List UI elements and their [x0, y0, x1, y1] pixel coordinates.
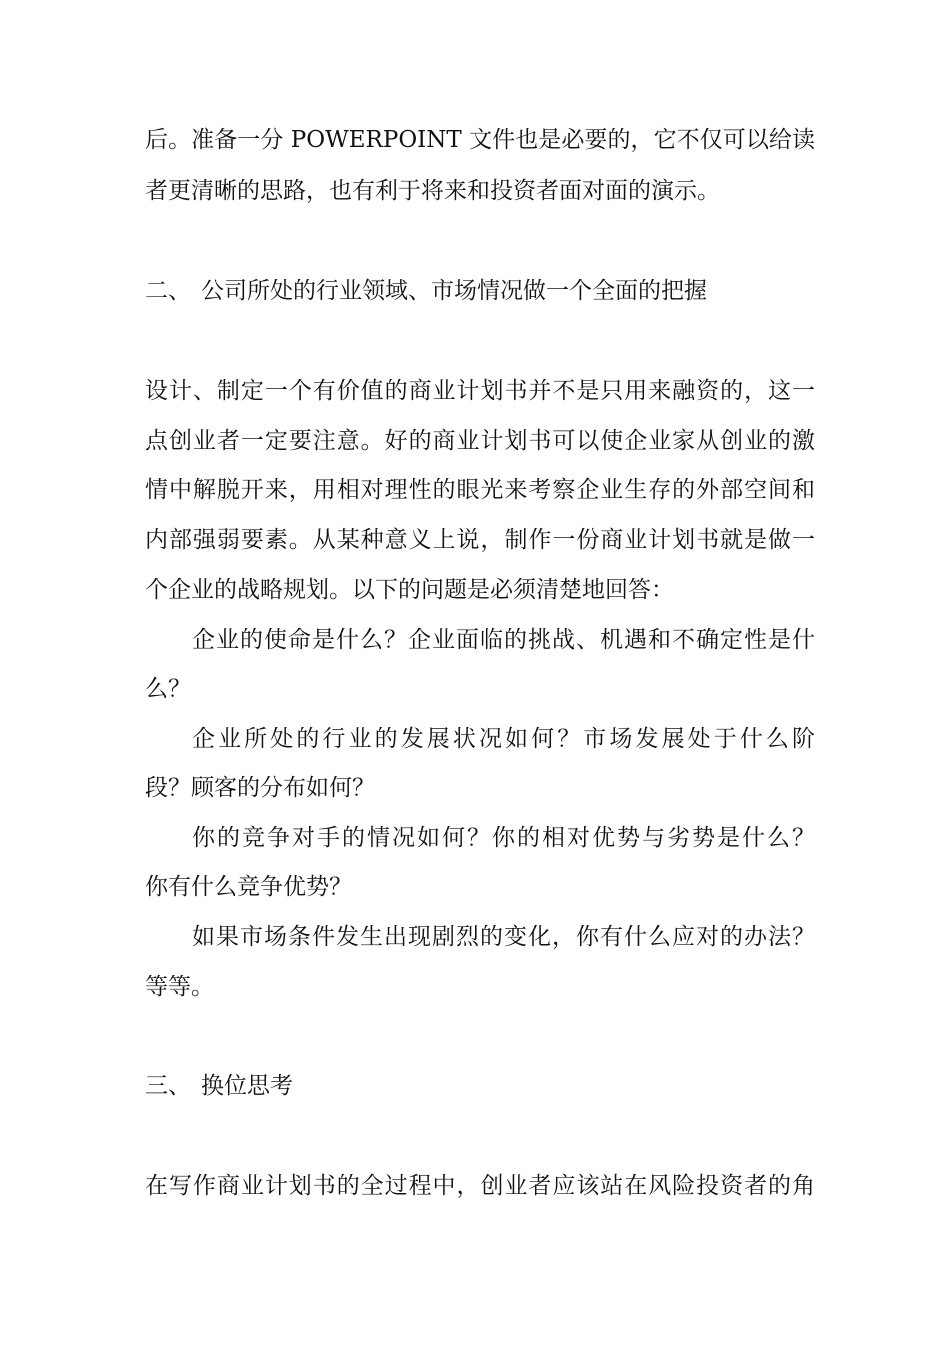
main-paragraph-line-5: 个企业的战略规划。以下的问题是必须清楚地回答： [145, 577, 674, 603]
intro-paragraph-line-1: 后。准备一分 POWERPOINT 文件也是必要的，它不仅可以给读 [145, 127, 815, 153]
section-2-heading [145, 272, 815, 310]
section-3-heading [145, 1067, 815, 1105]
main-paragraph-line-2: 点创业者一定要注意。好的商业计划书可以使企业家从创业的激 [145, 428, 815, 454]
main-paragraph-line-4: 内部强弱要素。从某种意义上说，制作一份商业计划书就是做一 [145, 527, 815, 553]
intro-paragraph-line-2: 者更清晰的思路，也有利于将来和投资者面对面的演示。 [145, 178, 720, 204]
section-3-number: 三、 [145, 1073, 191, 1099]
last-paragraph-line-1: 在写作商业计划书的全过程中，创业者应该站在风险投资者的角 [145, 1173, 815, 1199]
main-paragraph-line-1: 设计、制定一个有价值的商业计划书并不是只用来融资的，这一 [145, 378, 815, 404]
question-4-line-1: 如果市场条件发生出现剧烈的变化，你有什么应对的办法？ [192, 924, 815, 950]
question-3-line-2: 你有什么竞争优势？ [145, 874, 352, 900]
section-2-title: 公司所处的行业领域、市场情况做一个全面的把握 [201, 278, 707, 304]
main-paragraph-line-3: 情中解脱开来，用相对理性的眼光来考察企业生存的外部空间和 [145, 477, 815, 503]
question-2-line-2: 段？顾客的分布如何？ [145, 775, 375, 801]
question-4-line-2: 等等。 [145, 974, 214, 1000]
question-3-line-1: 你的竞争对手的情况如何？你的相对优势与劣势是什么？ [192, 825, 815, 851]
section-2-number: 二、 [145, 278, 191, 304]
question-2-line-1: 企业所处的行业的发展状况如何？市场发展处于什么阶 [192, 726, 815, 752]
question-1-line-1: 企业的使命是什么？企业面临的挑战、机遇和不确定性是什 [192, 627, 815, 653]
question-1-line-2: 么？ [145, 676, 191, 702]
section-3-title: 换位思考 [201, 1073, 293, 1099]
